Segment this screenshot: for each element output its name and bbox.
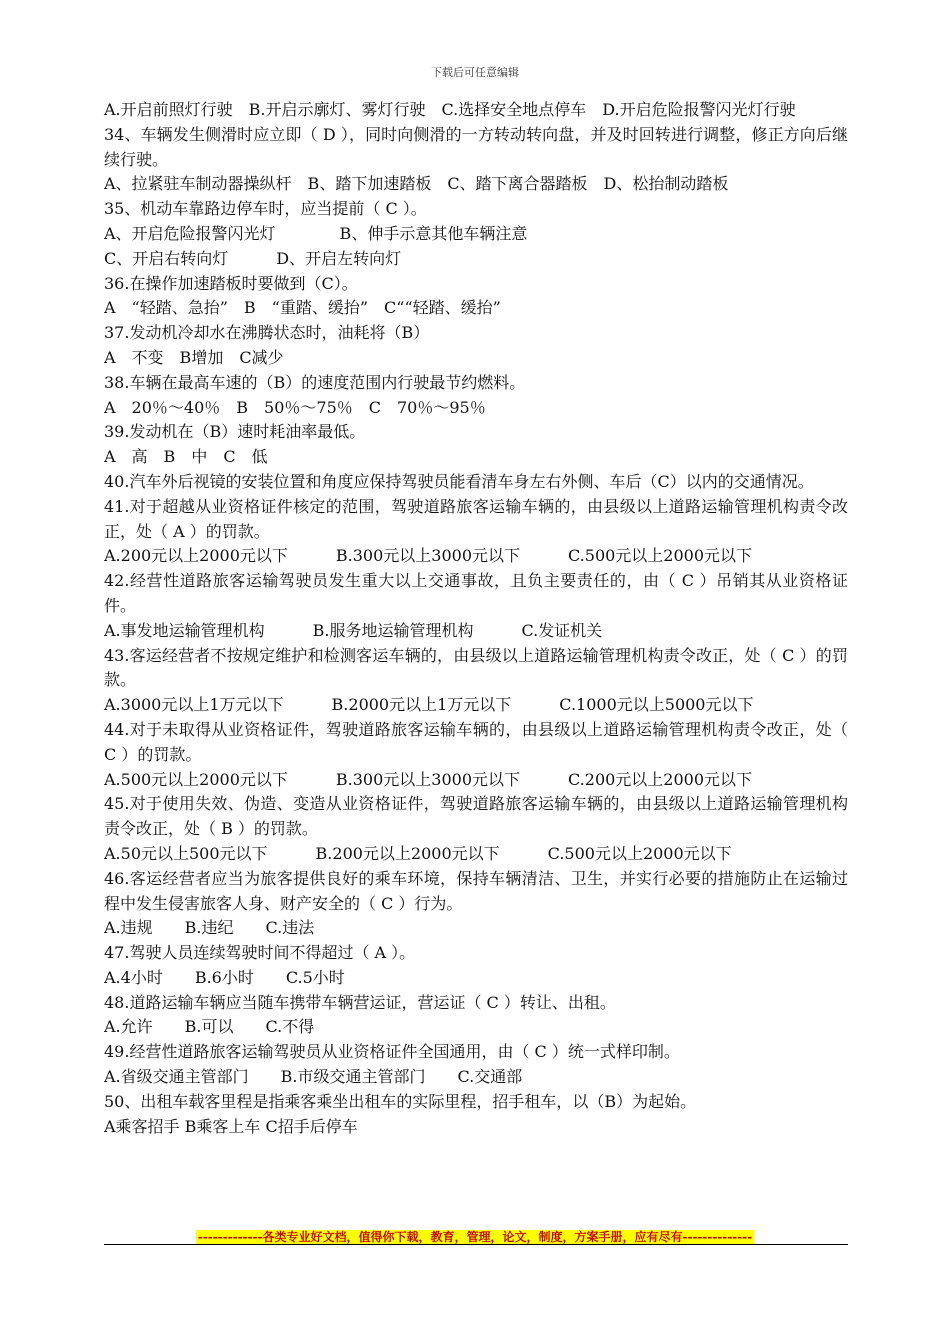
footer-text: -------------各类专业好文档，值得你下载，教育，管理，论文，制度，方案手册，应有尽有-------------- xyxy=(197,1230,753,1244)
page-header: 下载后可任意编辑 xyxy=(431,66,519,79)
answer-options: A.50元以上500元以下 B.200元以上2000元以下 C.500元以上2000元以下 xyxy=(104,843,732,863)
answer-options: A.允许 B.可以 C.不得 xyxy=(104,1017,315,1037)
answer-options: A、开启危险报警闪光灯 B、伸手示意其他车辆注意 xyxy=(104,223,528,243)
footer-divider xyxy=(104,1244,848,1245)
answer-options: A.3000元以上1万元以下 B.2000元以上1万元以下 C.1000元以上5000元以下 xyxy=(104,695,754,715)
question-50: 50、出租车载客里程是指乘客乘坐出租车的实际里程，招手租车，以（B）为起始。 xyxy=(104,1091,697,1111)
question-36: 36.在操作加速踏板时要做到（C）。 xyxy=(104,273,358,293)
answer-options: A.200元以上2000元以下 B.300元以上3000元以下 C.500元以上2000元以下 xyxy=(104,546,753,566)
question-46: 46.客运经营者应当为旅客提供良好的乘车环境，保持车辆清洁、卫生，并实行必要的措施防止在运输过程中发生侵害旅客人身、财产安全的（ C ）行为。 xyxy=(104,868,848,913)
question-35: 35、机动车靠路边停车时，应当提前（ C ）。 xyxy=(104,199,427,219)
answer-options: A、拉紧驻车制动器操纵杆 B、踏下加速踏板 C、踏下离合器踏板 D、松抬制动踏板 xyxy=(104,174,729,194)
question-47: 47.驾驶人员连续驾驶时间不得超过（ A ）。 xyxy=(104,943,416,963)
answer-options: C、开启右转向灯 D、开启左转向灯 xyxy=(104,248,402,268)
question-44: 44.对于未取得从业资格证件，驾驶道路旅客运输车辆的，由县级以上道路运输管理机构责令改正，处（ C ）的罚款。 xyxy=(104,719,848,764)
answer-options: A乘客招手 B乘客上车 C招手后停车 xyxy=(104,1116,358,1136)
answer-options: A.500元以上2000元以下 B.300元以上3000元以下 C.200元以上2000元以下 xyxy=(104,769,753,789)
question-34: 34、车辆发生侧滑时应立即（ D ），同时向侧滑的一方转动转向盘，并及时回转进行调整，修正方向后继续行驶。 xyxy=(104,124,848,169)
answer-options: A.事发地运输管理机构 B.服务地运输管理机构 C.发证机关 xyxy=(104,620,603,640)
question-41: 41.对于超越从业资格证件核定的范围，驾驶道路旅客运输车辆的，由县级以上道路运输管理机构责令改正，处（ A ）的罚款。 xyxy=(104,496,848,541)
footer-banner xyxy=(0,1226,950,1245)
question-37: 37.发动机冷却水在沸腾状态时，油耗将（B） xyxy=(104,323,430,343)
question-40: 40.汽车外后视镜的安装位置和角度应保持驾驶员能看清车身左右外侧、车后（C）以内的交通情况。 xyxy=(104,471,814,491)
question-39: 39.发动机在（B）速时耗油率最低。 xyxy=(104,422,366,442)
question-45: 45.对于使用失效、伪造、变造从业资格证件，驾驶道路旅客运输车辆的，由县级以上道路运输管理机构责令改正，处（ B ）的罚款。 xyxy=(104,794,848,839)
question-43: 43.客运经营者不按规定维护和检测客运车辆的，由县级以上道路运输管理机构责令改正，处（ C ）的罚款。 xyxy=(104,645,848,690)
answer-options: A “轻踏、急抬” B “重踏、缓抬” C““轻踏、缓抬” xyxy=(104,298,501,318)
question-48: 48.道路运输车辆应当随车携带车辆营运证，营运证（ C ）转让、出租。 xyxy=(104,992,616,1012)
question-49: 49.经营性道路旅客运输驾驶员从业资格证件全国通用，由（ C ）统一式样印制。 xyxy=(104,1042,680,1062)
answer-options: A.4小时 B.6小时 C.5小时 xyxy=(104,967,345,987)
answer-options: A 高 B 中 C 低 xyxy=(104,447,268,467)
answer-options: A.省级交通主管部门 B.市级交通主管部门 C.交通部 xyxy=(104,1067,523,1087)
answer-options: A.开启前照灯行驶 B.开启示廓灯、雾灯行驶 C.选择安全地点停车 D.开启危险报警闪光灯行驶 xyxy=(104,100,796,119)
question-38: 38.车辆在最高车速的（B）的速度范围内行驶最节约燃料。 xyxy=(104,372,526,392)
answer-options: A 20％～40％ B 50％～75％ C 70％～95％ xyxy=(104,397,486,417)
answer-options: A.违规 B.违纪 C.违法 xyxy=(104,918,315,938)
document-body xyxy=(104,98,848,1139)
question-42: 42.经营性道路旅客运输驾驶员发生重大以上交通事故，且负主要责任的，由（ C ）吊销其从业资格证件。 xyxy=(104,571,848,615)
answer-options: A 不变 B增加 C减少 xyxy=(104,347,284,367)
